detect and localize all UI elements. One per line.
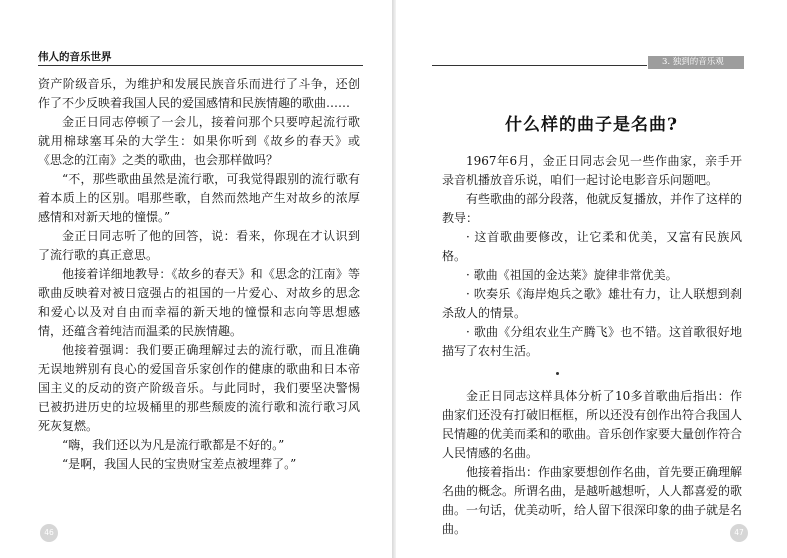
section-title: 什么样的曲子是名曲?	[505, 115, 678, 135]
running-head: 伟人的音乐世界	[38, 51, 112, 63]
paragraph: 有些歌曲的部分段落，他就反复播放，并作了这样的教导：	[442, 192, 743, 225]
right-page-body	[442, 152, 742, 539]
page-number: 47	[730, 524, 748, 542]
paragraph: 他接着强调：我们要正确理解过去的流行歌，而且准确无误地辨别有良心的爱国音乐家创作的健康的歌曲和日本帝国主义的反动的资产阶级音乐。与此同时，我们要坚决警惕已被扔进历史的垃圾桶里的那些颓废的流行歌和流行歌习风死灰复燃。	[38, 343, 360, 433]
list-item: · 这首歌曲要修改，让它柔和优美，又富有民族风格。	[442, 230, 742, 263]
left-page-body	[38, 75, 360, 474]
page-number: 46	[40, 524, 58, 542]
paragraph: “嗨，我们还以为凡是流行歌都是不好的。”	[62, 438, 285, 452]
paragraph: “是啊，我国人民的宝贵财宝差点被埋葬了。”	[62, 457, 297, 471]
header-rule	[432, 65, 647, 66]
paragraph: 1967年6月，金正日同志会见一些作曲家，亲手开录音机播放音乐说，咱们一起讨论电影音乐问题吧。	[442, 154, 742, 187]
paragraph: 他接着详细地教导：《故乡的春天》和《思念的江南》等歌曲反映着对被日寇强占的祖国的一片爱心、对故乡的思念和爱心以及对自由而幸福的新天地的憧憬和志向等思想感情，还蕴含着纯洁而温柔的民族情趣。	[38, 267, 360, 338]
section-divider	[442, 361, 742, 387]
paragraph: 金正日同志这样具体分析了10多首歌曲后指出：作曲家们还没有打破旧框框，所以还没有创作出符合我国人民情趣的优美而柔和的歌曲。音乐创作家要大量创作符合人民情感的名曲。	[442, 389, 743, 460]
paragraph: 资产阶级音乐，为维护和发展民族音乐而进行了斗争，还创作了不少反映着我国人民的爱国感情和民族情趣的歌曲……	[38, 77, 360, 110]
header-rule	[38, 65, 363, 66]
right-page	[396, 0, 787, 558]
list-item: · 歌曲《分组农业生产腾飞》也不错。这首歌很好地描写了农村生活。	[442, 325, 742, 358]
left-page	[0, 0, 392, 558]
list-item: · 歌曲《祖国的金达莱》旋律非常优美。	[466, 268, 678, 282]
list-item: · 吹奏乐《海岸炮兵之歌》雄壮有力，让人联想到刹杀敌人的情景。	[442, 287, 742, 320]
paragraph: 金正日同志听了他的回答，说：看来，你现在才认识到了流行歌的真正意思。	[38, 229, 360, 262]
paragraph: “不，那些歌曲虽然是流行歌，可我觉得跟别的流行歌有着本质上的区别。唱那些歌，自然而然地产生对故乡的浓厚感情和对新天地的憧憬。”	[38, 172, 360, 224]
paragraph: 金正日同志停顿了一会儿，接着问那个只要哼起流行歌就用棉球塞耳朵的大学生：如果你听到《故乡的春天》或《思念的江南》之类的歌曲，也会那样做吗？	[38, 115, 360, 167]
paragraph: 他接着指出：作曲家要想创作名曲，首先要正确理解名曲的概念。所谓名曲，是越听越想听，人人都喜爱的歌曲。一句话，优美动听，给人留下很深印象的曲子就是名曲。	[442, 465, 743, 536]
chapter-tab: 3. 独到的音乐观	[648, 56, 744, 69]
